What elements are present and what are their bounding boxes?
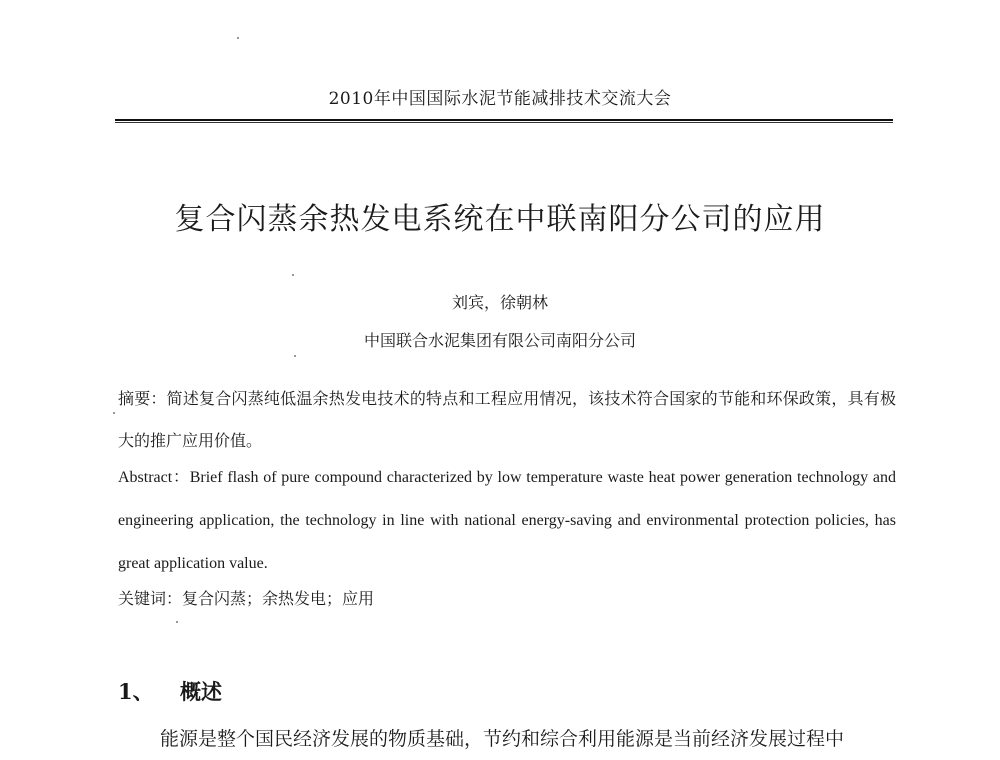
running-header: 2010年中国国际水泥节能减排技术交流大会 xyxy=(328,89,672,109)
paper-title: 复合闪蒸余热发电系统在中联南阳分公司的应用 xyxy=(174,202,826,237)
scan-speck xyxy=(292,274,294,276)
header-rule xyxy=(115,119,893,123)
section-number: 1、 xyxy=(118,679,154,704)
authors: 刘宾，徐朝林 xyxy=(451,293,548,312)
scan-speck xyxy=(113,412,115,414)
abstract-english: Abstract：Brief flash of pure compound characterized by low temperature waste heat power generation technology and engineering application, the technology in line with national energy-saving and environmental protection policies, has great application value. xyxy=(118,469,896,572)
scan-speck xyxy=(294,355,296,357)
section-heading xyxy=(118,676,222,706)
abstract-chinese: 摘要：简述复合闪蒸纯低温余热发电技术的特点和工程应用情况，该技术符合国家的节能和环保政策，具有极大的推广应用价值。 xyxy=(118,389,896,450)
scan-speck xyxy=(237,37,239,39)
affiliation: 中国联合水泥集团有限公司南阳分公司 xyxy=(363,331,636,350)
body-paragraph: 能源是整个国民经济发展的物质基础，节约和综合利用能源是当前经济发展过程中 xyxy=(160,728,845,750)
scan-speck xyxy=(176,621,178,623)
keywords: 关键词：复合闪蒸；余热发电；应用 xyxy=(118,589,375,608)
section-title: 概述 xyxy=(180,679,222,704)
